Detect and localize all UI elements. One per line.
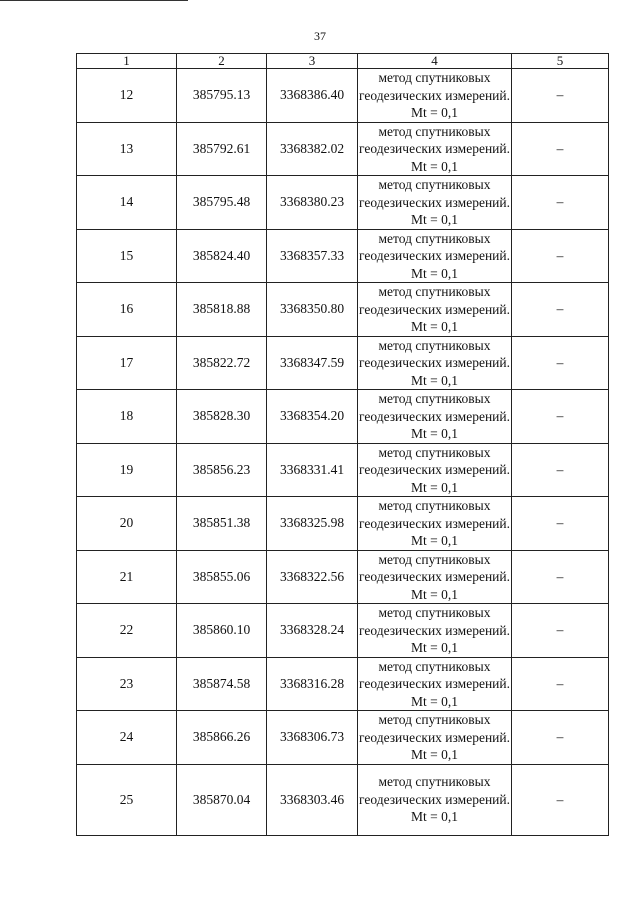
point-number-cell: 15 — [77, 229, 177, 283]
method-cell: метод спутниковых геодезических измерений. Mt = 0,1 — [358, 230, 510, 281]
table-row — [77, 497, 609, 551]
point-number-cell: 21 — [77, 550, 177, 604]
note-cell: – — [512, 229, 609, 283]
note-cell: – — [512, 336, 609, 390]
header-row — [77, 54, 609, 69]
point-number-cell: 14 — [77, 176, 177, 230]
note-cell: – — [512, 604, 609, 658]
point-number-cell: 24 — [77, 711, 177, 765]
point-number-cell: 20 — [77, 497, 177, 551]
method-cell: метод спутниковых геодезических измерений. Mt = 0,1 — [358, 551, 510, 602]
note-cell: – — [512, 657, 609, 711]
table-row — [77, 69, 609, 123]
y-coordinate-cell: 3368325.98 — [267, 497, 358, 551]
x-coordinate-cell: 385856.23 — [177, 443, 267, 497]
y-coordinate-cell: 3368350.80 — [267, 283, 358, 337]
coordinates-table — [76, 53, 609, 836]
note-cell: – — [512, 550, 609, 604]
x-coordinate-cell: 385822.72 — [177, 336, 267, 390]
table-body — [77, 69, 609, 836]
note-cell: – — [512, 122, 609, 176]
y-coordinate-cell: 3368354.20 — [267, 390, 358, 444]
x-coordinate-cell: 385795.13 — [177, 69, 267, 123]
method-cell: метод спутниковых геодезических измерений. Mt = 0,1 — [358, 658, 510, 709]
x-coordinate-cell: 385866.26 — [177, 711, 267, 765]
col-header-2: 2 — [177, 54, 267, 69]
method-cell: метод спутниковых геодезических измерений. Mt = 0,1 — [358, 391, 510, 441]
table-row — [77, 604, 609, 658]
y-coordinate-cell: 3368331.41 — [267, 443, 358, 497]
table-row — [77, 176, 609, 230]
table-row — [77, 550, 609, 604]
point-number-cell: 13 — [77, 122, 177, 176]
method-cell: метод спутниковых геодезических измерений. Mt = 0,1 — [358, 284, 510, 334]
table-row — [77, 122, 609, 176]
method-cell: метод спутниковых геодезических измерений. Mt = 0,1 — [358, 498, 510, 548]
x-coordinate-cell: 385795.48 — [177, 176, 267, 230]
note-cell: – — [512, 764, 609, 835]
point-number-cell: 19 — [77, 443, 177, 497]
table-row — [77, 229, 609, 283]
x-coordinate-cell: 385818.88 — [177, 283, 267, 337]
x-coordinate-cell: 385874.58 — [177, 657, 267, 711]
note-cell: – — [512, 443, 609, 497]
col-header-3: 3 — [267, 54, 358, 69]
note-cell: – — [512, 283, 609, 337]
note-cell: – — [512, 390, 609, 444]
x-coordinate-cell: 385792.61 — [177, 122, 267, 176]
x-coordinate-cell: 385860.10 — [177, 604, 267, 658]
y-coordinate-cell: 3368382.02 — [267, 122, 358, 176]
method-cell: метод спутниковых геодезических измерений. Mt = 0,1 — [358, 444, 510, 495]
col-header-4: 4 — [358, 54, 512, 69]
x-coordinate-cell: 385824.40 — [177, 229, 267, 283]
method-cell: метод спутниковых геодезических измерений. Mt = 0,1 — [358, 337, 510, 388]
point-number-cell: 22 — [77, 604, 177, 658]
col-header-1: 1 — [77, 54, 177, 69]
table-row — [77, 711, 609, 765]
top-rule — [0, 0, 188, 1]
y-coordinate-cell: 3368322.56 — [267, 550, 358, 604]
y-coordinate-cell: 3368328.24 — [267, 604, 358, 658]
y-coordinate-cell: 3368380.23 — [267, 176, 358, 230]
table-row — [77, 764, 609, 835]
method-cell: метод спутниковых геодезических измерений. Mt = 0,1 — [358, 123, 510, 174]
method-cell: метод спутниковых геодезических измерений. Mt = 0,1 — [358, 70, 510, 120]
point-number-cell: 17 — [77, 336, 177, 390]
table-row — [77, 443, 609, 497]
page-number: 37 — [314, 29, 326, 43]
method-cell: метод спутниковых геодезических измерений. Mt = 0,1 — [358, 177, 510, 227]
point-number-cell: 23 — [77, 657, 177, 711]
col-header-5: 5 — [512, 54, 609, 69]
y-coordinate-cell: 3368386.40 — [267, 69, 358, 123]
note-cell: – — [512, 69, 609, 123]
table-row — [77, 336, 609, 390]
method-cell: метод спутниковых геодезических измерений. Mt = 0,1 — [358, 605, 510, 655]
note-cell: – — [512, 176, 609, 230]
x-coordinate-cell: 385828.30 — [177, 390, 267, 444]
y-coordinate-cell: 3368306.73 — [267, 711, 358, 765]
point-number-cell: 16 — [77, 283, 177, 337]
point-number-cell: 12 — [77, 69, 177, 123]
point-number-cell: 18 — [77, 390, 177, 444]
x-coordinate-cell: 385851.38 — [177, 497, 267, 551]
y-coordinate-cell: 3368357.33 — [267, 229, 358, 283]
y-coordinate-cell: 3368347.59 — [267, 336, 358, 390]
method-cell: метод спутниковых геодезических измерений. Mt = 0,1 — [358, 712, 510, 762]
table-row — [77, 390, 609, 444]
x-coordinate-cell: 385855.06 — [177, 550, 267, 604]
point-number-cell: 25 — [77, 764, 177, 835]
table-row — [77, 657, 609, 711]
note-cell: – — [512, 497, 609, 551]
method-cell: метод спутниковых геодезических измерений. Mt = 0,1 — [358, 764, 512, 835]
y-coordinate-cell: 3368316.28 — [267, 657, 358, 711]
x-coordinate-cell: 385870.04 — [177, 764, 267, 835]
note-cell: – — [512, 711, 609, 765]
table-row — [77, 283, 609, 337]
y-coordinate-cell: 3368303.46 — [267, 764, 358, 835]
